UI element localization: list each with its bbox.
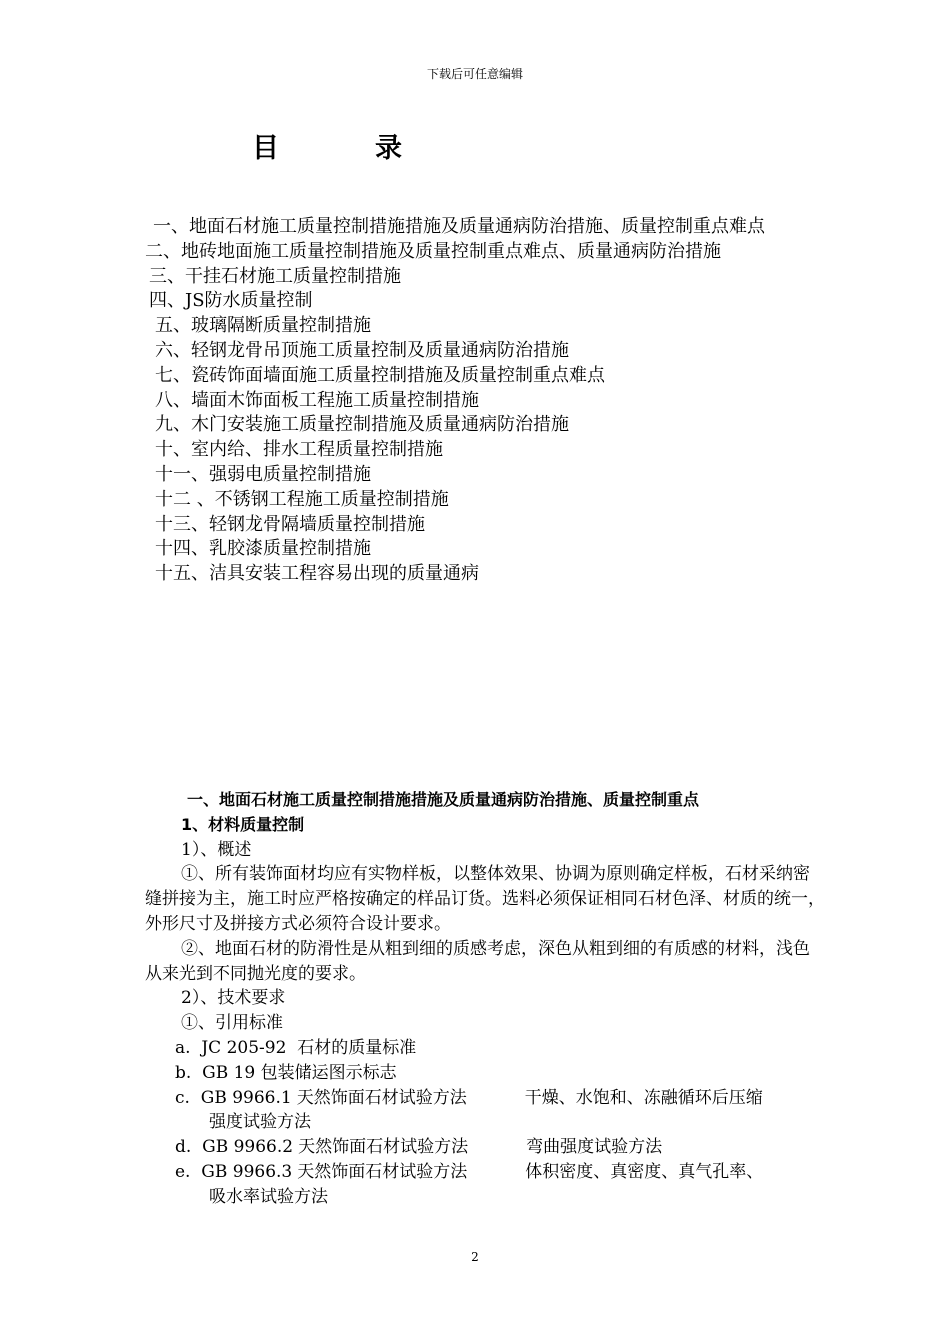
section-stone-flooring: [145, 788, 825, 1210]
standard-row-a: a. JC 205-92 石材的质量标准: [175, 1037, 417, 1058]
standard-row-e-continued: 吸水率试验方法: [209, 1186, 328, 1207]
toc-item: 七、瓷砖饰面墙面施工质量控制措施及质量控制重点难点: [155, 364, 605, 386]
standard-row-e: e. GB 9966.3 天然饰面石材试验方法 体积密度、真密度、真气孔率、: [175, 1161, 764, 1182]
toc-item: 五、玻璃隔断质量控制措施: [155, 315, 371, 337]
toc-title-char-1: 目: [252, 133, 279, 164]
toc-item: 十五、洁具安装工程容易出现的质量通病: [155, 563, 479, 585]
sub-heading-material-quality: 1、材料质量控制: [181, 814, 305, 834]
toc-item: 八、墙面木饰面板工程施工质量控制措施: [155, 389, 479, 411]
toc-item: 六、轻钢龙骨吊顶施工质量控制及质量通病防治措施: [155, 339, 569, 361]
paragraph-samples: ①、所有装饰面材均应有实物样板，以整体效果、协调为原则确定样板，石材采纳密缝拼接为主，施工时应严格按确定的样品订货。选料必须保证相同石材色泽、材质的统一，外形尺寸及拼接方式必须符合设计要求。: [145, 864, 825, 934]
toc-item: 十四、乳胶漆质量控制措施: [155, 538, 371, 560]
toc-item: 十、室内给、排水工程质量控制措施: [155, 439, 443, 461]
paragraph-slip-resistance: ②、地面石材的防滑性是从粗到细的质感考虑，深色从粗到细的有质感的材料，浅色从来光到不同抛光度的要求。: [145, 938, 810, 984]
toc-title-char-2: 录: [375, 133, 402, 164]
reference-standards-label: ①、引用标准: [181, 1013, 283, 1034]
toc-item: 十三、轻钢龙骨隔墙质量控制措施: [155, 513, 425, 535]
section-heading: 一、地面石材施工质量控制措施措施及质量通病防治措施、质量控制重点: [187, 790, 700, 809]
header-note: 下载后可任意编辑: [426, 67, 523, 81]
toc-item: 十一、强弱电质量控制措施: [155, 463, 371, 485]
toc-item: 三、干挂石材施工质量控制措施: [149, 265, 401, 287]
standard-row-c: c. GB 9966.1 天然饰面石材试验方法 干燥、水饱和、冻融循环后压缩: [175, 1087, 763, 1108]
toc-item: 十二 、不锈钢工程施工质量控制措施: [155, 488, 449, 510]
toc-title: [252, 132, 402, 166]
standard-row-d: d. GB 9966.2 天然饰面石材试验方法 弯曲强度试验方法: [175, 1137, 663, 1158]
toc-item: 四、JS防水质量控制: [149, 290, 313, 312]
table-of-contents: [145, 215, 815, 587]
standard-row-b: b. GB 19 包装储运图示标志: [175, 1062, 397, 1083]
toc-item: 一、地面石材施工质量控制措施措施及质量通病防治措施、质量控制重点难点: [153, 216, 765, 237]
page-number: 2: [471, 1250, 479, 1264]
tech-requirements-label: 2）、技术要求: [181, 988, 286, 1009]
toc-item: 二、地砖地面施工质量控制措施及质量控制重点难点、质量通病防治措施: [145, 240, 721, 262]
standard-row-c-continued: 强度试验方法: [209, 1112, 311, 1133]
toc-item: 九、木门安装施工质量控制措施及质量通病防治措施: [155, 414, 569, 436]
overview-label: 1）、概述: [181, 839, 252, 860]
